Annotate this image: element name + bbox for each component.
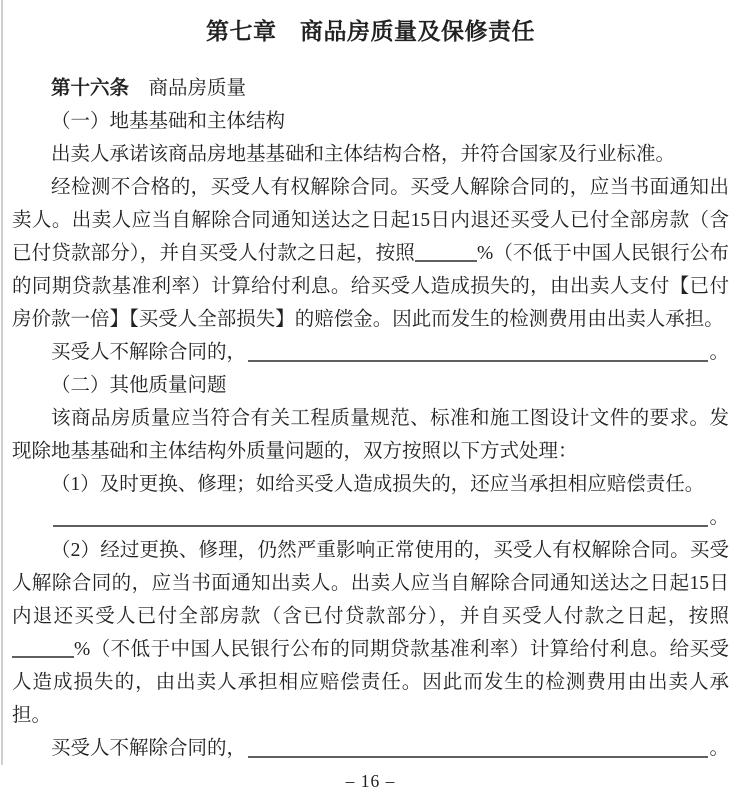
chapter-title: 第七章 商品房质量及保修责任: [206, 19, 535, 44]
text-segment: 。: [709, 507, 729, 528]
fill-in-blank: [12, 656, 74, 658]
text-segment: 经检测不合格的，买受人有权解除合同。买受人解除合同的，应当书面通知出卖人。出卖人应当自解除合同通知送达之日起15日内退还买受人已付全部房款（含已付贷款部分），并自买受人付款之日起，按照: [12, 177, 729, 264]
text-segment: %（不低于中国人民银行公布的同期贷款基准利率）计算给付利息。给买受人造成损失的，由出卖人支付【已付房价款一倍】【买受人全部损失】的赔偿金。因此而发生的检测费用由出卖人承担。: [12, 243, 729, 330]
text-segment: 商品房质量: [129, 78, 247, 99]
text-segment: 第十六条: [51, 78, 130, 99]
paragraph-foundation-warranty: [12, 138, 729, 171]
paragraph-remedy-repair: [12, 468, 729, 501]
text-segment: 。: [709, 738, 729, 759]
text-segment: （2）经过更换、修理，仍然严重影响正常使用的，买受人有权解除合同。买受人解除合同的，应当书面通知出卖人。出卖人应当自解除合同通知送达之日起15日内退还买受人已付全部房款（含已付贷款部分），并自买受人付款之日起，按照: [12, 540, 729, 627]
text-segment: %（不低于中国人民银行公布的同期贷款基准利率）计算给付利息。给买受人造成损失的，由出卖人承担相应赔偿责任。因此而发生的检测费用由出卖人承担。: [12, 639, 729, 726]
scan-edge-line: [1, 0, 3, 765]
paragraph-blank-fill-line: [12, 501, 729, 534]
fill-in-line: [248, 360, 708, 362]
article-16-heading: [12, 72, 729, 105]
paragraph-other-quality-standard: [12, 402, 729, 468]
paragraph-buyer-not-rescind-2: [12, 732, 729, 765]
text-segment: 买受人不解除合同的，: [51, 738, 247, 759]
text-segment: （1）及时更换、修理；如给买受人造成损失的，还应当承担相应赔偿责任。: [51, 474, 705, 495]
text-segment: （一）地基基础和主体结构: [51, 111, 286, 132]
fill-in-line: [53, 525, 708, 527]
fill-in-blank: [415, 260, 477, 262]
paragraph-buyer-not-rescind-1: [12, 336, 729, 369]
text-segment: 该商品房质量应当符合有关工程质量规范、标准和施工图设计文件的要求。发现除地基基础和主体结构外质量问题的，双方按照以下方式处理：: [12, 408, 729, 462]
section-1-heading: [12, 105, 729, 138]
page-number: – 16 –: [345, 771, 396, 791]
text-segment: （二）其他质量问题: [51, 375, 227, 396]
paragraph-inspection-failure-remedy: [12, 171, 729, 336]
contract-body: [12, 72, 729, 765]
text-segment: 买受人不解除合同的，: [51, 342, 247, 363]
text-segment: 出卖人承诺该商品房地基基础和主体结构合格，并符合国家及行业标准。: [51, 144, 676, 165]
fill-in-line: [248, 756, 708, 758]
section-2-heading: [12, 369, 729, 402]
paragraph-remedy-rescind: [12, 534, 729, 732]
text-segment: 。: [709, 342, 729, 363]
